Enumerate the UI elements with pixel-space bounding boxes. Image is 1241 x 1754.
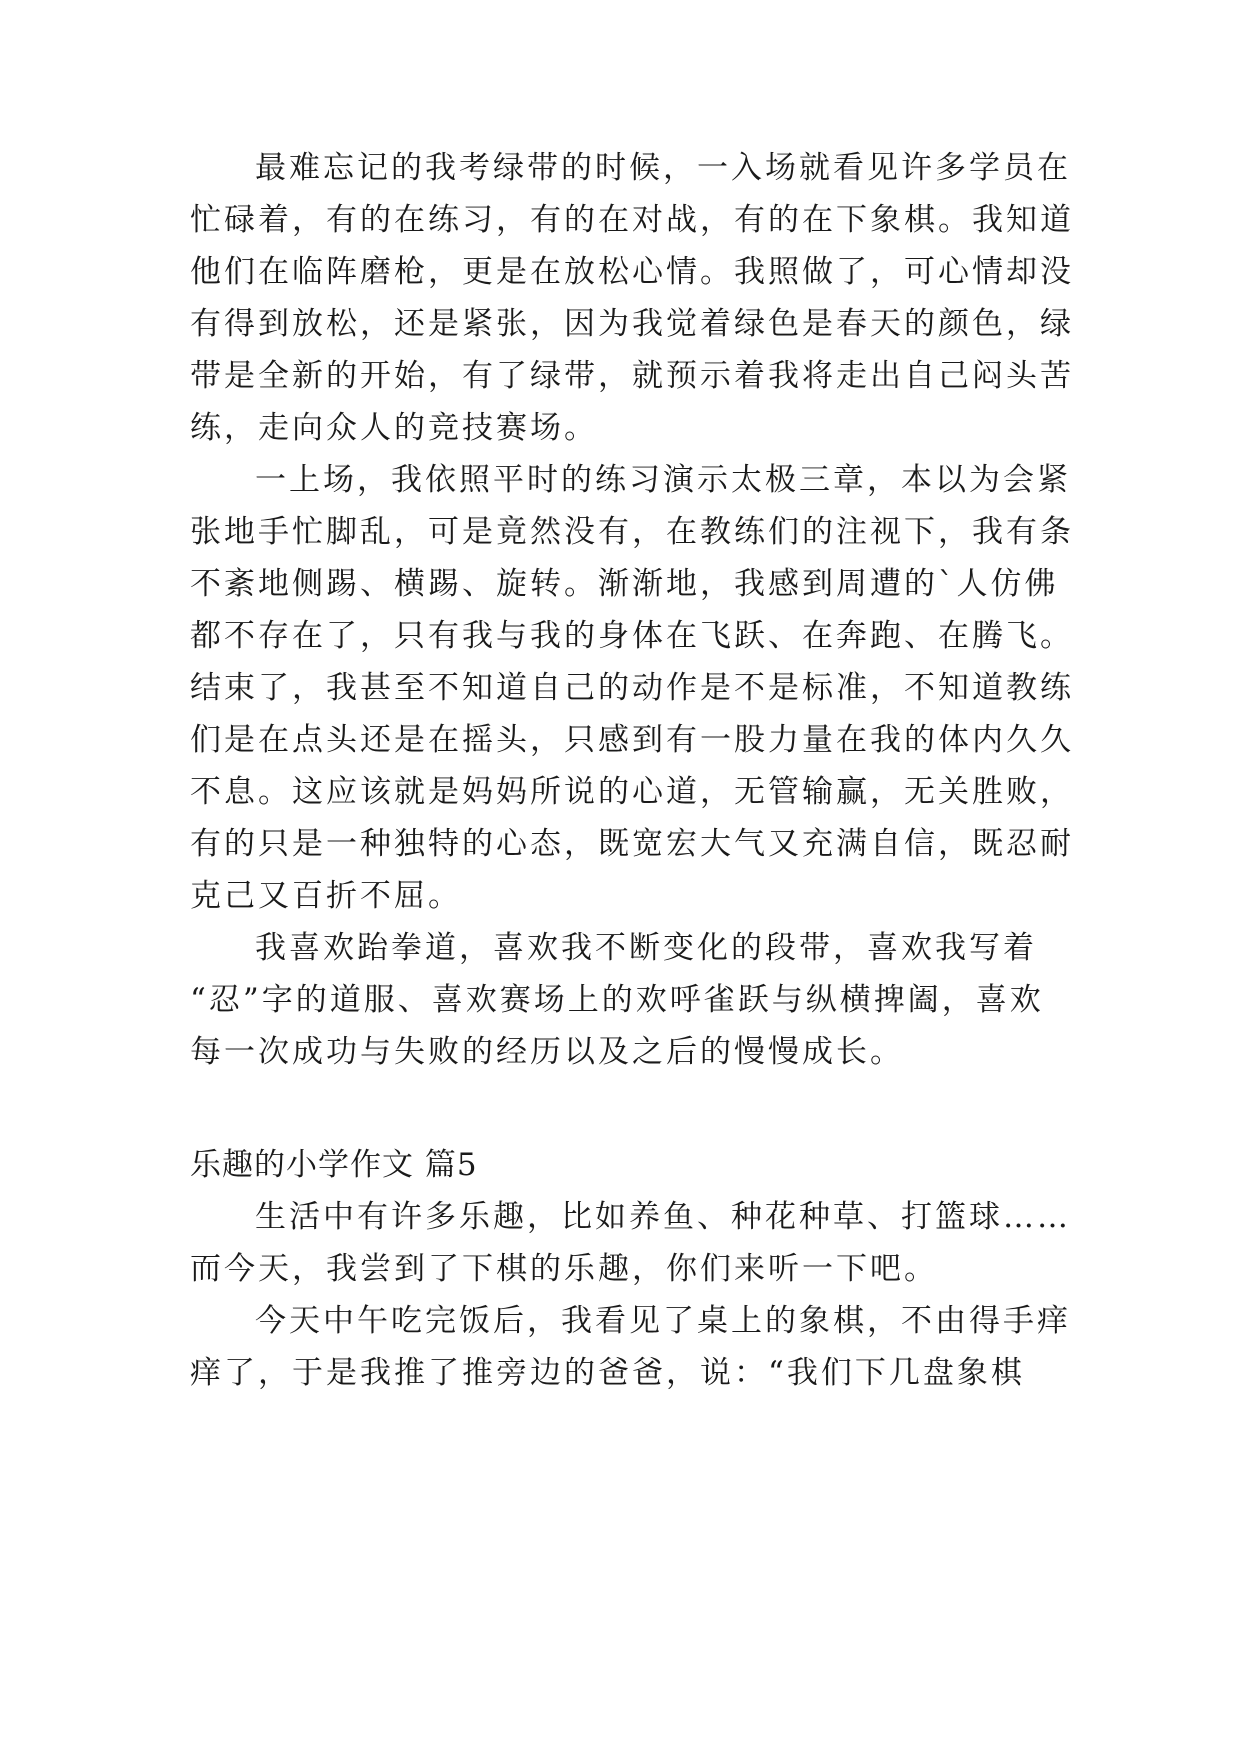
paragraph-4-line-2: 而今天，我尝到了下棋的乐趣，你们来听一下吧。 (190, 1251, 938, 1287)
paragraph-2-line-8: 有的只是一种独特的心态，既宽宏大气又充满自信，既忍耐 (190, 826, 1074, 862)
paragraph-2-line-5: 结束了，我甚至不知道自己的动作是不是标准，不知道教练 (190, 670, 1074, 706)
paragraph-5-line-2: 痒了，于是我推了推旁边的爸爸，说：“我们下几盘象棋 (190, 1355, 1025, 1391)
paragraph-5-line-1: 今天中午吃完饭后，我看见了桌上的象棋，不由得手痒 (255, 1303, 1071, 1339)
paragraph-1-line-2: 忙碌着，有的在练习，有的在对战，有的在下象棋。我知道 (190, 202, 1074, 238)
paragraph-4-line-1: 生活中有许多乐趣，比如养鱼、种花种草、打篮球…… (255, 1199, 1071, 1235)
paragraph-3-line-3: 每一次成功与失败的经历以及之后的慢慢成长。 (190, 1034, 904, 1070)
paragraph-3-line-2: “忍”字的道服、喜欢赛场上的欢呼雀跃与纵横捭阖，喜欢 (190, 982, 1044, 1018)
paragraph-1-line-5: 带是全新的开始，有了绿带，就预示着我将走出自己闷头苦 (190, 358, 1074, 394)
paragraph-2-line-6: 们是在点头还是在摇头，只感到有一股力量在我的体内久久 (190, 722, 1074, 758)
paragraph-2-line-1: 一上场，我依照平时的练习演示太极三章，本以为会紧 (255, 462, 1071, 498)
paragraph-3-line-1: 我喜欢跆拳道，喜欢我不断变化的段带，喜欢我写着 (255, 930, 1037, 966)
paragraph-1-line-6: 练，走向众人的竞技赛场。 (190, 410, 598, 446)
paragraph-1-line-3: 他们在临阵磨枪，更是在放松心情。我照做了，可心情却没 (190, 254, 1074, 290)
paragraph-2-line-4: 都不存在了，只有我与我的身体在飞跃、在奔跑、在腾飞。 (190, 618, 1074, 654)
paragraph-2-line-9: 克己又百折不屈。 (190, 878, 462, 914)
paragraph-2-line-3: 不紊地侧踢、横踢、旋转。渐渐地，我感到周遭的`人仿佛 (190, 566, 1059, 602)
paragraph-1-line-1: 最难忘记的我考绿带的时候，一入场就看见许多学员在 (255, 150, 1071, 186)
paragraph-2-line-7: 不息。这应该就是妈妈所说的心道，无管输赢，无关胜败， (190, 774, 1074, 810)
section-heading: 乐趣的小学作文 篇5 (190, 1147, 478, 1183)
paragraph-1-line-4: 有得到放松，还是紧张，因为我觉着绿色是春天的颜色，绿 (190, 306, 1074, 342)
paragraph-2-line-2: 张地手忙脚乱，可是竟然没有，在教练们的注视下，我有条 (190, 514, 1074, 550)
